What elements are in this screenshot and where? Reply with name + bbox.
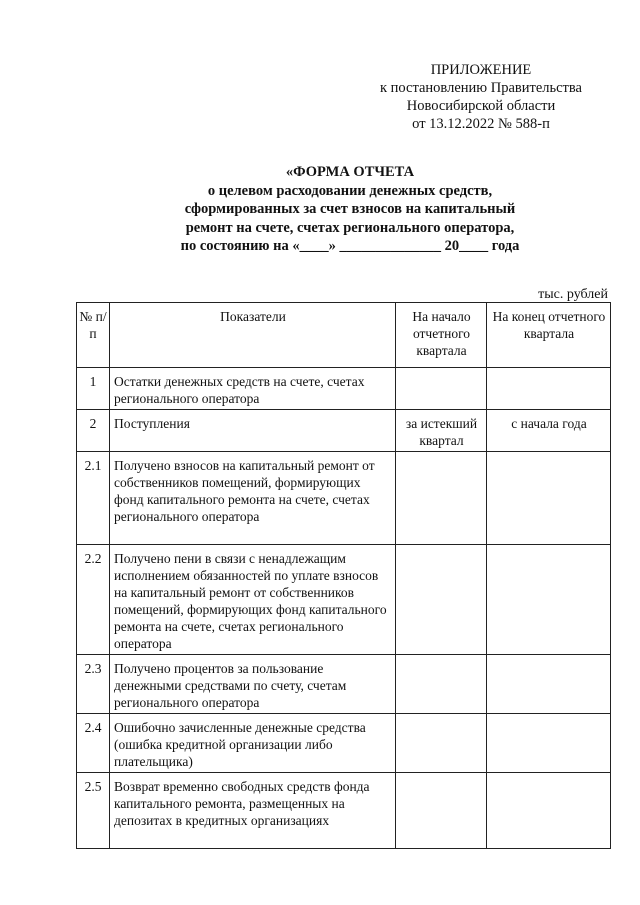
report-table — [76, 302, 611, 849]
row-num: 2.3 — [77, 655, 110, 714]
table-header-row — [77, 303, 611, 368]
header-period-start: На начало отчетного квартала — [396, 303, 487, 368]
table-row — [77, 545, 611, 655]
row-num: 2 — [77, 410, 110, 452]
row-indicator: Получено взносов на капитальный ремонт от собственников помещений, формирующих фонд капитального ремонта на счете, счетах регионального оператора — [110, 452, 396, 545]
header-indicator: Показатели — [110, 303, 396, 368]
appendix-header — [380, 61, 582, 133]
form-title-line-4: ремонт на счете, счетах регионального оператора, — [185, 219, 515, 236]
row-num: 2.4 — [77, 714, 110, 773]
row-num: 2.5 — [77, 773, 110, 849]
row-num: 1 — [77, 368, 110, 410]
header-period-end: На конец отчетного квартала — [487, 303, 611, 368]
row-value-end[interactable] — [487, 714, 611, 773]
row-num: 2.2 — [77, 545, 110, 655]
row-value-end[interactable] — [487, 545, 611, 655]
header-num: № п/п — [77, 303, 110, 368]
appendix-date-number: от 13.12.2022 № 588-п — [412, 116, 550, 132]
appendix-decree: к постановлению Правительства — [380, 80, 582, 96]
row-value-start[interactable] — [396, 368, 487, 410]
appendix-label: ПРИЛОЖЕНИЕ — [430, 62, 532, 78]
form-title — [150, 163, 550, 256]
form-title-line-5: по состоянию на «____» ______________ 20____ года — [180, 238, 520, 254]
row-value-start[interactable] — [396, 773, 487, 849]
table-row — [77, 655, 611, 714]
row-num: 2.1 — [77, 452, 110, 545]
table-row — [77, 714, 611, 773]
table-row — [77, 452, 611, 545]
row-value-start[interactable] — [396, 655, 487, 714]
row-subheader-quarter: за истекший квартал — [396, 410, 487, 452]
row-value-end[interactable] — [487, 368, 611, 410]
row-subheader-year: с начала года — [487, 410, 611, 452]
row-value-start[interactable] — [396, 714, 487, 773]
row-indicator: Остатки денежных средств на счете, счетах регионального оператора — [110, 368, 396, 410]
row-indicator: Возврат временно свободных средств фонда капитального ремонта, размещенных на депозитах в кредитных организациях — [110, 773, 396, 849]
form-title-line-1: «ФОРМА ОТЧЕТА — [285, 164, 415, 180]
row-value-end[interactable] — [487, 773, 611, 849]
row-value-end[interactable] — [487, 655, 611, 714]
row-indicator: Получено процентов за пользование денежными средствами по счету, счетам регионального оператора — [110, 655, 396, 714]
table-row — [77, 773, 611, 849]
row-indicator: Поступления — [110, 410, 396, 452]
unit-label: тыс. рублей — [538, 287, 608, 302]
form-title-line-2: о целевом расходовании денежных средств, — [207, 182, 493, 199]
table-row — [77, 410, 611, 452]
row-indicator: Получено пени в связи с ненадлежащим исполнением обязанностей по уплате взносов на капитальный ремонт от собственников помещений, формирующих фонд капитального ремонта на счете, счетах регионального оператора — [110, 545, 396, 655]
table-row — [77, 368, 611, 410]
row-indicator: Ошибочно зачисленные денежные средства (ошибка кредитной организации либо плательщика) — [110, 714, 396, 773]
row-value-end[interactable] — [487, 452, 611, 545]
row-value-start[interactable] — [396, 452, 487, 545]
form-title-line-3: сформированных за счет взносов на капитальный — [184, 201, 516, 217]
row-value-start[interactable] — [396, 545, 487, 655]
appendix-region: Новосибирской области — [406, 98, 556, 114]
